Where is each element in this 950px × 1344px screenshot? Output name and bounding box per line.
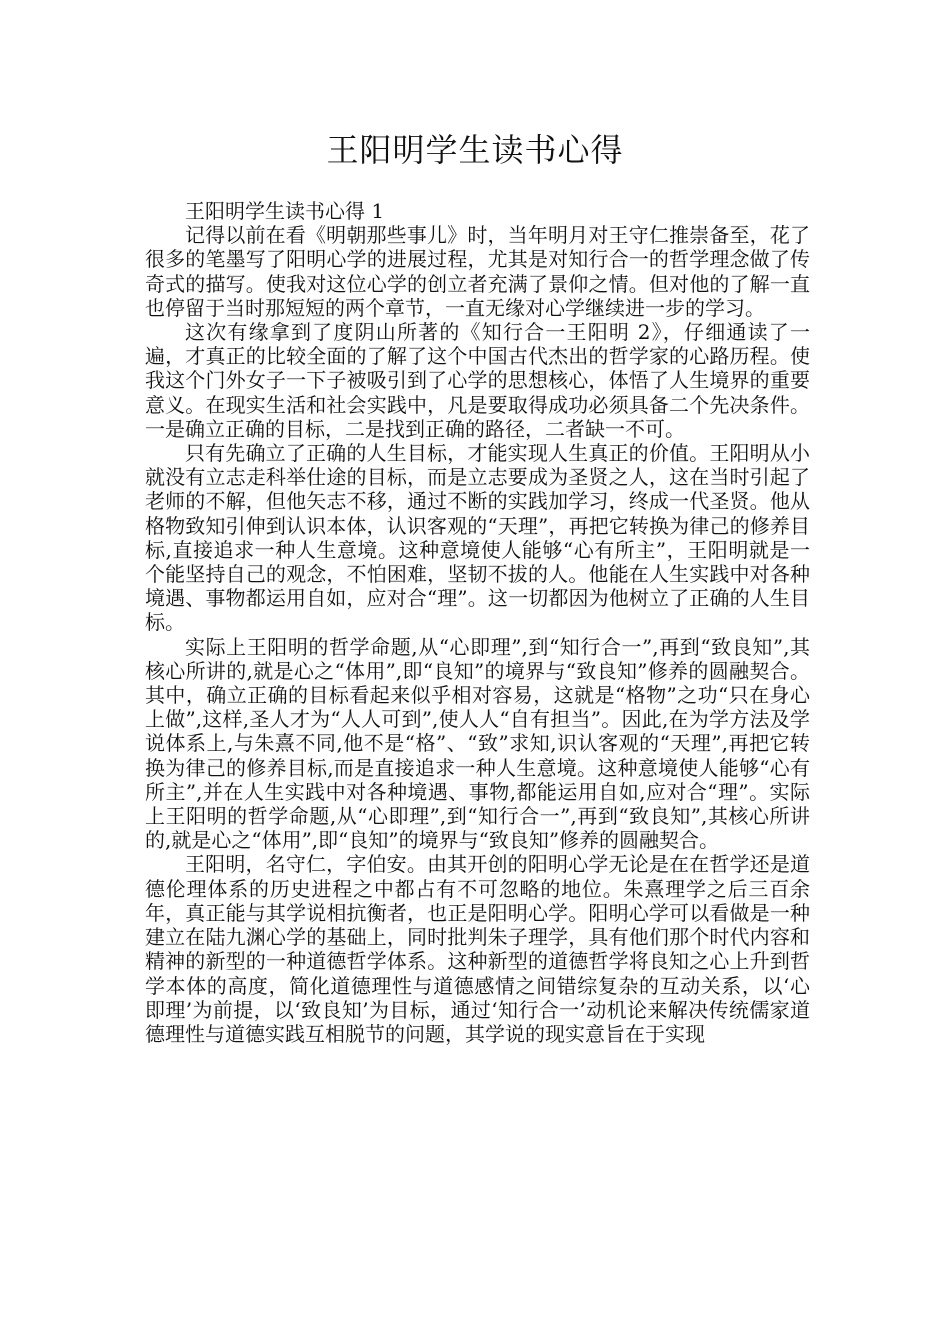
paragraph-3: 只有先确立了正确的人生目标，才能实现人生真正的价值。王阳明从小就没有立志走科举仕途的目标，而是立志要成为圣贤之人，这在当时引起了老师的不解，但他矢志不移，通过不断的实践加学习，终成一代圣贤。他从格物致知引伸到认识本体，认识客观的“天理”，再把它转换为律己的修养目标,直接追求一种人生意境。这种意境使人能够“心有所主”，王阳明就是一个能坚持自己的观念，不怕困难，坚韧不拔的人。他能在人生实践中对各种境遇、事物都运用自如，应对合“理”。这一切都因为他树立了正确的人生目标。 xyxy=(145,441,810,635)
paragraph-4: 实际上王阳明的哲学命题,从“心即理”,到“知行合一”,再到“致良知”,其核心所讲的,就是心之“体用”,即“良知”的境界与“致良知”修养的圆融契合。其中，确立正确的目标看起来似乎相对容易，这就是“格物”之功“只在身心上做”,这样,圣人才为“人人可到”,使人人“自有担当”。因此,在为学方法及学说体系上,与朱熹不同,他不是“格”、“致”求知,识认客观的“天理”,再把它转换为律己的修养目标,而是直接追求一种人生意境。这种意境使人能够“心有所主”,并在人生实践中对各种境遇、事物,都能运用自如,应对合“理”。实际上王阳明的哲学命题,从“心即理”,到“知行合一”,再到“致良知”,其核心所讲的,就是心之“体用”,即“良知”的境界与“致良知”修养的圆融契合。 xyxy=(145,634,810,853)
document-title: 王阳明学生读书心得 xyxy=(326,131,624,169)
section-heading: 王阳明学生读书心得 1 xyxy=(185,199,385,223)
paragraph-5: 王阳明，名守仁，字伯安。由其开创的阳明心学无论是在在哲学还是道德伦理体系的历史进程之中都占有不可忽略的地位。朱熹理学之后三百余年，真正能与其学说相抗衡者，也正是阳明心学。阳明心学可以看做是一种建立在陆九渊心学的基础上，同时批判朱子理学，具有他们那个时代内容和精神的新型的一种道德哲学体系。这种新型的道德哲学将良知之心上升到哲学本体的高度，简化道德理性与道德感情之间错综复杂的互动关系，以‘心即理’为前提，以‘致良知’为目标，通过‘知行合一’动机论来解决传统儒家道德理性与道德实践互相脱节的问题，其学说的现实意旨在于实现 xyxy=(145,852,810,1046)
paragraph-2: 这次有缘拿到了度阴山所著的《知行合一王阳明 2》，仔细通读了一遍，才真正的比较全面的了解了这个中国古代杰出的哲学家的心路历程。使我这个门外女子一下子被吸引到了心学的思想核心，体悟了人生境界的重要意义。在现实生活和社会实践中，凡是要取得成功必须具备二个先决条件。一是确立正确的目标，二是找到正确的路径，二者缺一不可。 xyxy=(145,320,810,441)
document-body xyxy=(145,199,810,1046)
paragraph-1: 记得以前在看《明朝那些事儿》时，当年明月对王守仁推崇备至，花了很多的笔墨写了阳明心学的进展过程，尤其是对知行合一的哲学理念做了传奇式的描写。使我对这位心学的创立者充满了景仰之情。但对他的了解一直也停留于当时那短短的两个章节，一直无缘对心学继续进一步的学习。 xyxy=(145,223,810,320)
